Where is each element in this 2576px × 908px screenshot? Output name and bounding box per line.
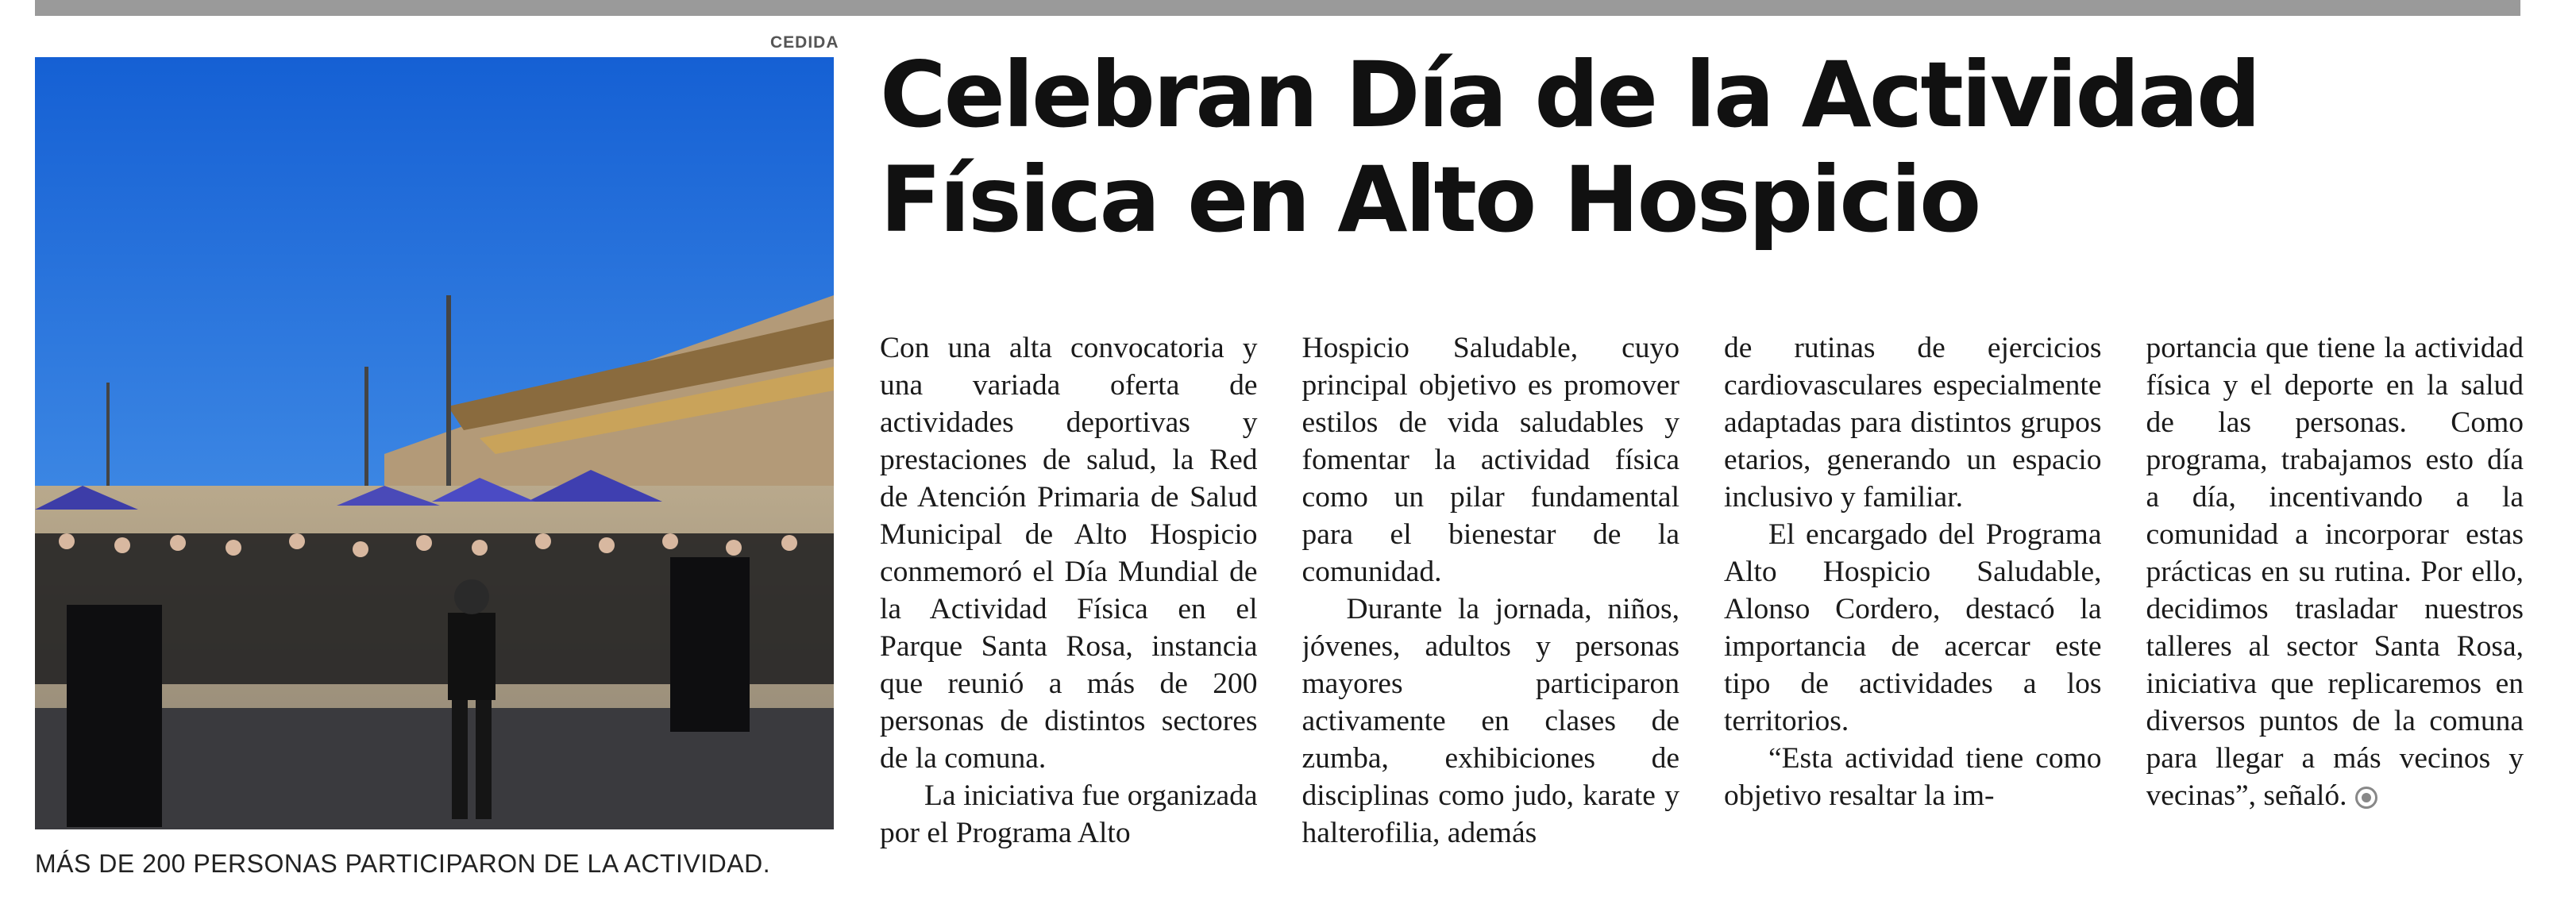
paragraph: El encargado del Programa Alto Hospicio Saludable, Alonso Cordero, destacó la importancia de acercar este tipo de actividades a los territorios. [1724, 518, 2102, 737]
paragraph: Hospicio Saludable, cuyo principal objetivo es promover estilos de vida saludables y fomentar la actividad física como un pilar fundamental para el bienestar de la comunidad. [1301, 332, 1679, 588]
end-mark-icon [2355, 787, 2377, 809]
paragraph: Con una alta convocatoria y una variada oferta de actividades deportivas y prestaciones de salud, la Red de Atención Primaria de Salud Municipal de Alto Hospicio conmemoró el Día Mundial de la Actividad Física en el Parque Santa Rosa, instancia que reunió a más de 200 personas de distintos sectores de la comuna. [880, 332, 1258, 775]
headline: Celebran Día de la Actividad Física en Alto Hospicio [880, 42, 2259, 252]
article-body [880, 329, 2524, 885]
photo-caption: MÁS DE 200 PERSONAS PARTICIPARON DE LA ACTIVIDAD. [35, 849, 771, 878]
column-2 [1302, 329, 1680, 885]
paragraph: de rutinas de ejercicios cardiovasculares especialmente adaptadas para distintos grupos etarios, generando un espacio inclusivo y familiar. [1724, 332, 2102, 514]
column-1 [880, 329, 1258, 885]
paragraph-text: portancia que tiene la actividad física y el deporte en la salud de las personas. Como programa, trabajamos esto día a día, incentivando a la comunidad a incorporar estas prácticas en su rutina. Por ello, decidimos trasladar nuestros talleres al sector Santa Rosa, iniciativa que replicaremos en diversos puntos de la comuna para llegar a más vecinos y vecinas”, señaló. [2146, 332, 2524, 812]
photo-credit: CEDIDA [770, 33, 839, 52]
event-photo [35, 57, 834, 829]
paragraph: La iniciativa fue organizada por el Programa Alto [880, 779, 1258, 849]
column-4 [2146, 329, 2524, 885]
paragraph: “Esta actividad tiene como objetivo resaltar la im- [1724, 742, 2102, 812]
paragraph: Durante la jornada, niños, jóvenes, adultos y personas mayores participaron activamente en clases de zumba, exhibiciones de disciplinas como judo, karate y halterofilia, además [1301, 593, 1679, 849]
column-3 [1724, 329, 2102, 885]
paragraph-final [2146, 329, 2524, 814]
top-rule [35, 0, 2520, 16]
